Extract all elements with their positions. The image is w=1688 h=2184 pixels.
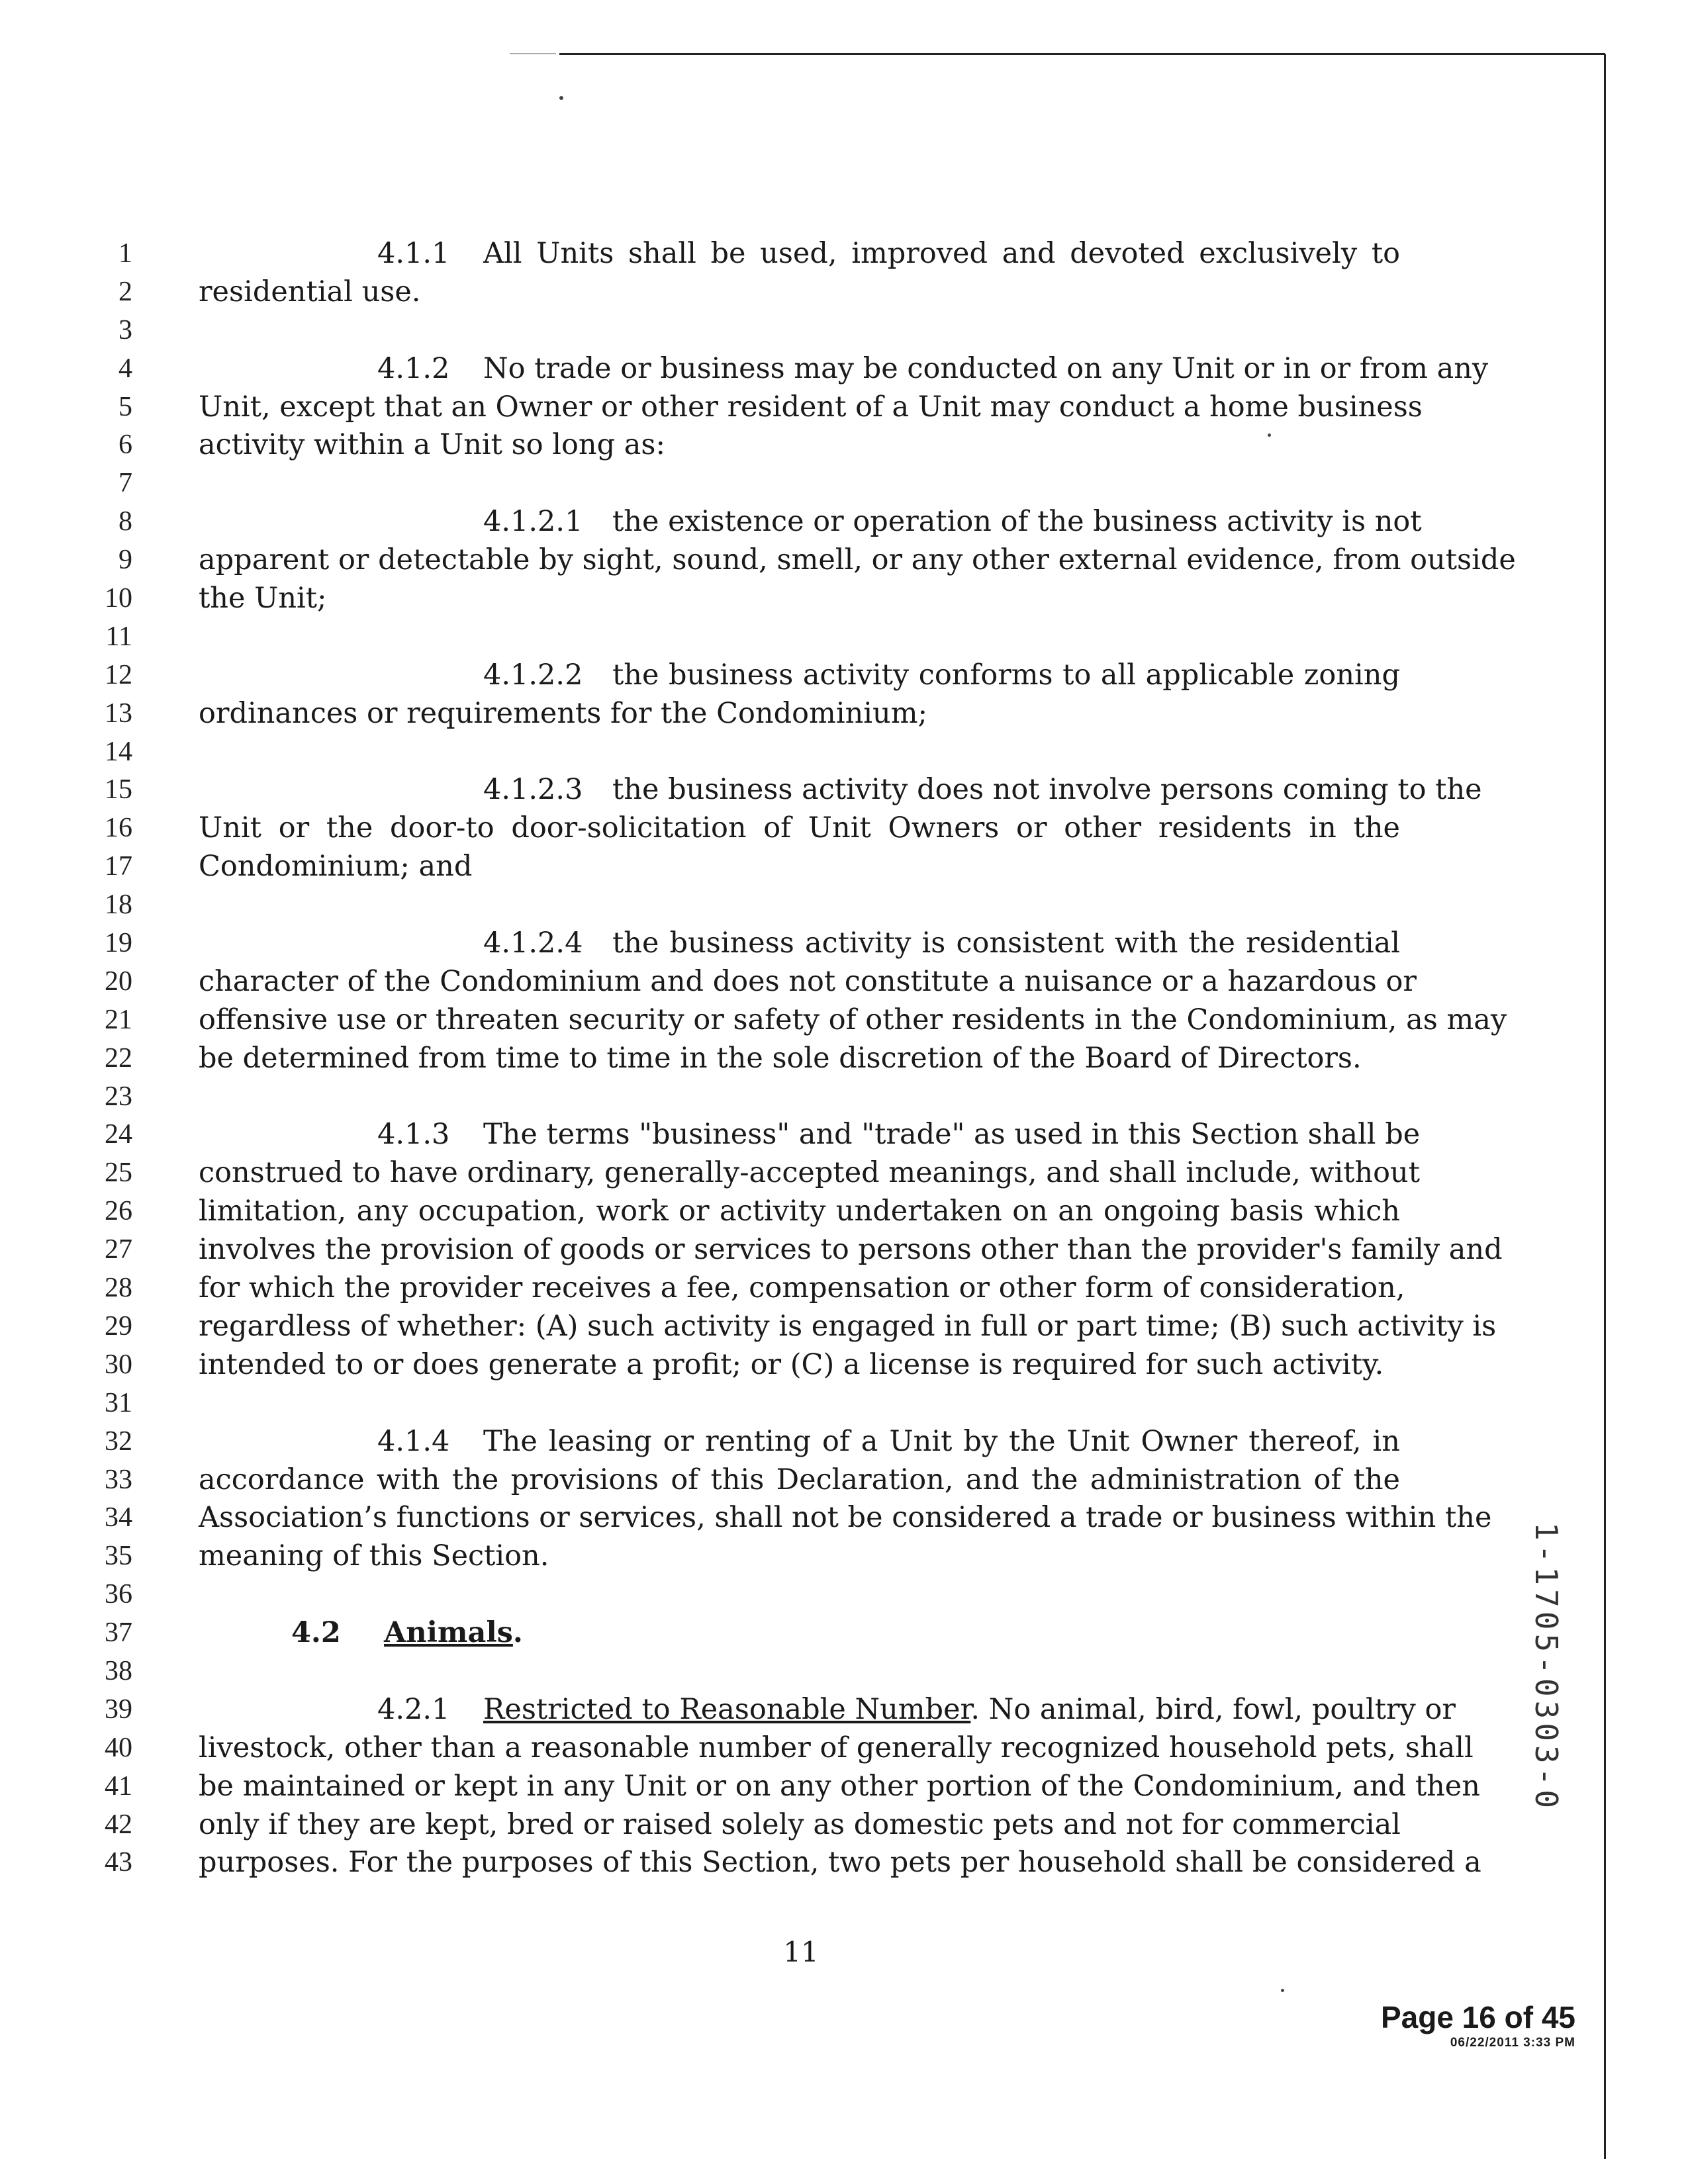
blank-line	[199, 1385, 1400, 1423]
line-number: 8	[118, 506, 132, 537]
line-number: 7	[118, 468, 132, 499]
line-number: 5	[118, 391, 132, 422]
section-heading: 4.2 Animals.	[199, 1614, 1400, 1653]
line-number: 12	[105, 659, 132, 690]
line-number: 23	[105, 1081, 132, 1112]
blank-line	[199, 1078, 1400, 1116]
section-number: 4.1.2.3	[483, 773, 583, 807]
text-line: accordance with the provisions of this Declaration, and the administration of the	[199, 1463, 1400, 1496]
line-number: 19	[105, 928, 132, 959]
line-number: 11	[105, 621, 132, 652]
line-number: 25	[105, 1158, 132, 1189]
line-number: 38	[105, 1655, 132, 1686]
heading-title: Animals	[384, 1616, 513, 1650]
text-line: apparent or detectable by sight, sound, smell, or any other external evidence, from outside	[199, 543, 1516, 577]
text-line: Condominium; and	[199, 850, 473, 884]
vertical-document-id	[1526, 1522, 1579, 1919]
line-number: 4	[118, 353, 132, 384]
line-number: 13	[105, 698, 132, 729]
line-number: 41	[105, 1770, 132, 1801]
section-number: 4.1.2	[377, 351, 450, 385]
text-line: 4.1.2 No trade or business may be conducted on any Unit or in or from any	[199, 350, 1400, 388]
text-line: 4.1.2.4 the business activity is consistent with the residential	[199, 925, 1400, 963]
text-line: for which the provider receives a fee, compensation or other form of consideration,	[199, 1271, 1405, 1305]
line-number: 36	[105, 1579, 132, 1610]
scan-speck	[1281, 1989, 1284, 1992]
text-line: construed to have ordinary, generally-accepted meanings, and shall include, without	[199, 1156, 1421, 1190]
line-number: 17	[105, 851, 132, 882]
text-line: 4.1.2.2 the business activity conforms to all applicable zoning	[199, 657, 1400, 695]
text-line: activity within a Unit so long as:	[199, 428, 665, 462]
text-line: Association’s functions or services, shall not be considered a trade or business within the	[199, 1501, 1492, 1535]
document-id-text: 1-1705-0303-0	[1528, 1522, 1564, 1813]
line-number: 21	[105, 1004, 132, 1035]
text-line: involves the provision of goods or services to persons other than the provider's family and	[199, 1233, 1503, 1267]
line-number: 39	[105, 1694, 132, 1725]
line-number: 32	[105, 1426, 132, 1457]
line-number: 43	[105, 1847, 132, 1878]
text-line: Unit or the door-to door-solicitation of Unit Owners or other residents in the	[199, 811, 1400, 845]
line-number: 33	[105, 1464, 132, 1495]
text-line: 4.1.4 The leasing or renting of a Unit by the Unit Owner thereof, in	[199, 1423, 1400, 1461]
section-number: 4.1.3	[377, 1118, 450, 1152]
line-number: 24	[105, 1119, 132, 1150]
line-number: 14	[105, 736, 132, 767]
line-number: 27	[105, 1234, 132, 1265]
text-line: only if they are kept, bred or raised solely as domestic pets and not for commercial	[199, 1807, 1401, 1841]
line-number: 20	[105, 966, 132, 997]
section-number: 4.1.4	[377, 1424, 450, 1458]
blank-line	[199, 1653, 1400, 1691]
blank-line	[199, 465, 1400, 503]
text-line: ordinances or requirements for the Condominium;	[199, 696, 927, 730]
timestamp: 06/22/2011 3:33 PM	[1450, 2036, 1575, 2050]
text-line: be determined from time to time in the sole discretion of the Board of Directors.	[199, 1041, 1362, 1075]
section-number: 4.1.1	[377, 237, 450, 270]
text-line: 4.1.2.3 the business activity does not involve persons coming to the	[199, 771, 1400, 809]
section-number: 4.2.1	[377, 1692, 450, 1726]
line-number: 30	[105, 1349, 132, 1380]
page-count: Page 16 of 45	[1380, 2000, 1575, 2034]
line-number: 29	[105, 1310, 132, 1342]
line-number: 18	[105, 889, 132, 921]
line-number: 15	[105, 774, 132, 805]
text-line: the Unit;	[199, 582, 327, 615]
subsection-title: Restricted to Reasonable Number	[483, 1692, 971, 1726]
top-rule-faint	[510, 53, 556, 54]
top-rule	[559, 53, 1605, 55]
line-number: 28	[105, 1273, 132, 1304]
text-line: 4.1.2.1 the existence or operation of the business activity is not	[199, 503, 1400, 541]
line-number: 6	[118, 430, 132, 461]
blank-line	[199, 618, 1400, 657]
section-number: 4.1.2.2	[483, 658, 583, 692]
line-numbers	[86, 235, 132, 1882]
text-line: residential use.	[199, 275, 421, 308]
line-number: 40	[105, 1732, 132, 1763]
text-line: character of the Condominium and does not constitute a nuisance or a hazardous or	[199, 964, 1417, 998]
line-number: 35	[105, 1541, 132, 1572]
text-line: purposes. For the purposes of this Section, two pets per household shall be considered a	[199, 1846, 1481, 1880]
text-line: livestock, other than a reasonable number of generally recognized household pets, shall	[199, 1731, 1474, 1764]
line-number: 26	[105, 1196, 132, 1227]
text-line: 4.1.1 All Units shall be used, improved and devoted exclusively to	[199, 235, 1400, 273]
text-line: be maintained or kept in any Unit or on any other portion of the Condominium, and then	[199, 1769, 1480, 1803]
text-line: Unit, except that an Owner or other resident of a Unit may conduct a home business	[199, 390, 1423, 424]
section-number: 4.1.2.4	[483, 927, 583, 960]
section-number: 4.2	[291, 1616, 341, 1650]
blank-line	[199, 733, 1400, 772]
text-line: 4.1.3 The terms "business" and "trade" as used in this Section shall be	[199, 1116, 1400, 1154]
scan-speck	[559, 96, 563, 100]
right-margin-rule	[1604, 54, 1606, 2159]
page-number: 11	[783, 1936, 819, 1968]
line-number: 42	[105, 1809, 132, 1840]
section-number: 4.1.2.1	[483, 505, 583, 539]
recording-stamp	[1357, 1999, 1575, 2050]
text-line: intended to or does generate a profit; or (C) a license is required for such activity.	[199, 1347, 1384, 1381]
line-number: 31	[105, 1387, 132, 1418]
text-line: 4.2.1 Restricted to Reasonable Number. No animal, bird, fowl, poultry or	[199, 1691, 1400, 1729]
line-number: 9	[118, 545, 132, 576]
line-number: 3	[118, 314, 132, 345]
document-body	[199, 235, 1516, 1882]
line-number: 2	[118, 276, 132, 307]
line-number: 1	[118, 238, 132, 269]
line-number: 10	[105, 583, 132, 614]
text-line: limitation, any occupation, work or activity undertaken on an ongoing basis which	[199, 1195, 1400, 1228]
blank-line	[199, 1576, 1400, 1614]
line-number: 16	[105, 813, 132, 844]
line-number: 22	[105, 1042, 132, 1073]
blank-line	[199, 312, 1400, 350]
text-line: regardless of whether: (A) such activity is engaged in full or part time; (B) such activity is	[199, 1309, 1497, 1343]
line-number: 37	[105, 1617, 132, 1649]
text-line: offensive use or threaten security or safety of other residents in the Condominium, as may	[199, 1003, 1507, 1036]
text-line: meaning of this Section.	[199, 1539, 549, 1573]
blank-line	[199, 886, 1400, 925]
line-number: 34	[105, 1502, 132, 1533]
